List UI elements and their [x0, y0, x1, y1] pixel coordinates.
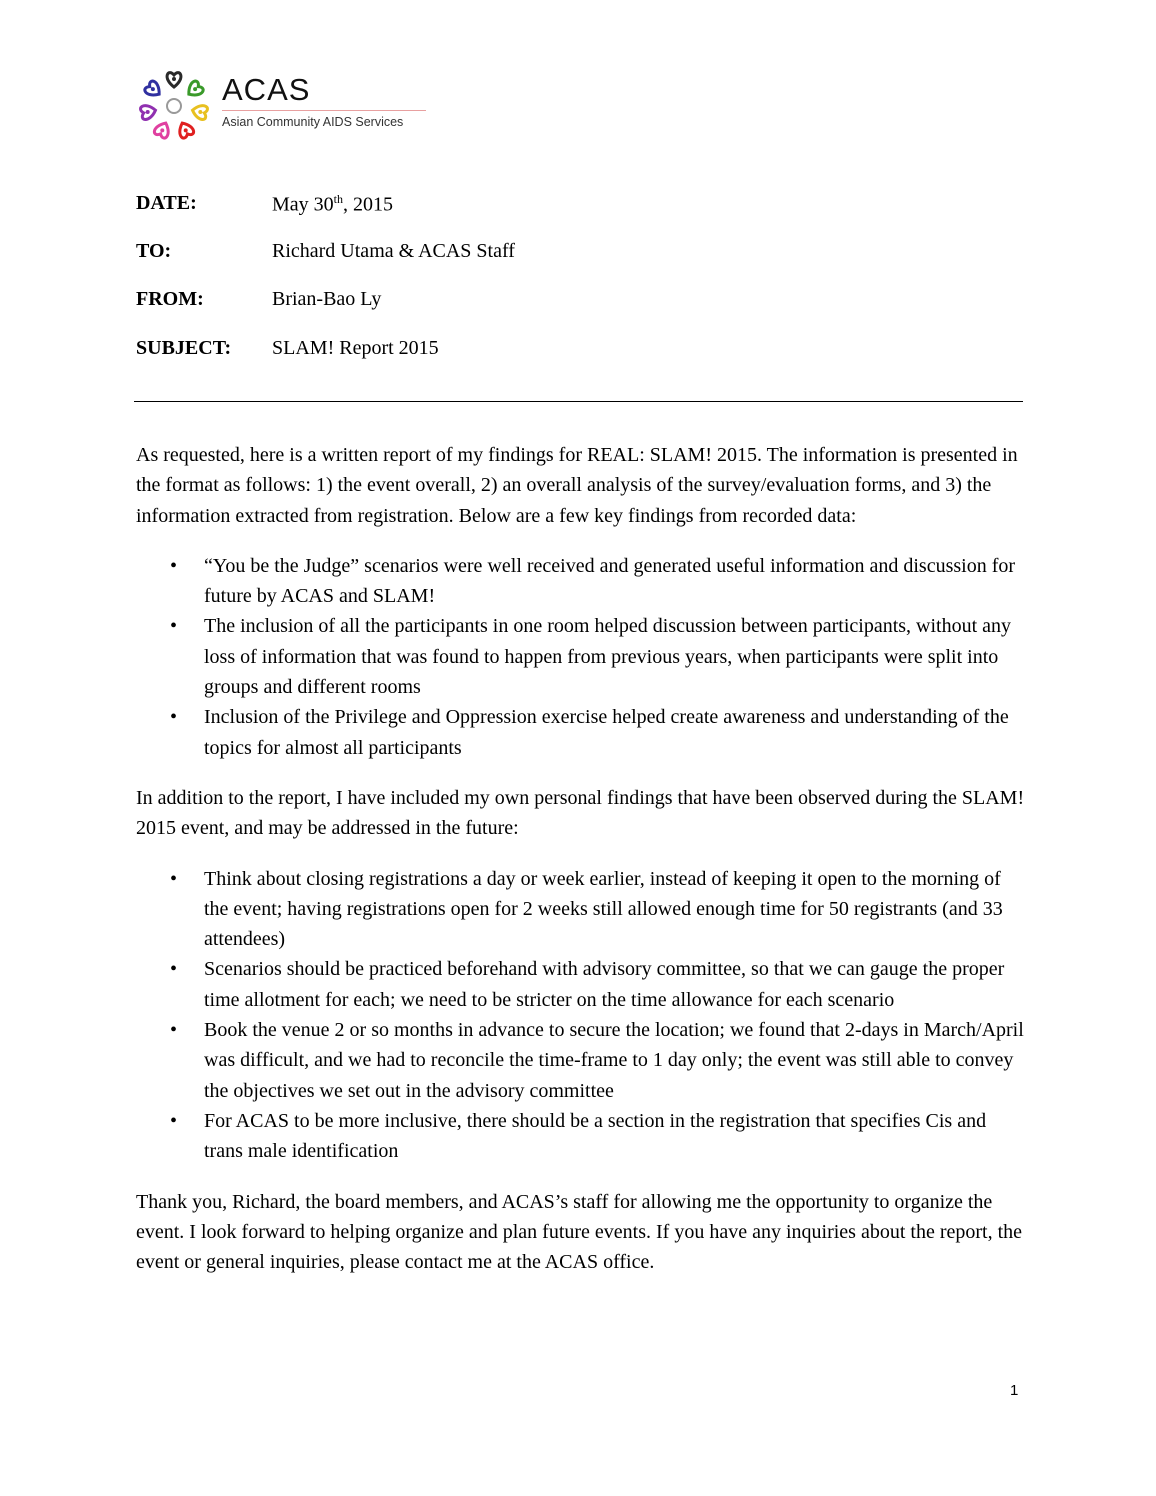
bullet-icon: • — [170, 867, 178, 890]
from-label: FROM: — [136, 288, 204, 310]
list-item — [136, 611, 1026, 702]
closing-paragraph: Thank you, Richard, the board members, and ACAS’s staff for allowing me the opportunity to organize the event. I look forward to helping organize and plan future events. If you have any inquiries about the report, the event or general inquiries, please contact me at the ACAS office. — [136, 1190, 1023, 1274]
to-label: TO: — [136, 240, 172, 262]
heart-dot — [198, 110, 202, 114]
date-value: May 30th, 2015 — [272, 192, 394, 216]
heart-dot — [172, 77, 176, 81]
memo-body — [136, 440, 1026, 1297]
intro-paragraph: As requested, here is a written report of my findings for REAL: SLAM! 2015. The information is presented in the format as follows: 1) the event overall, 2) an overall analysis of the survey/evaluation forms, and 3) the information extracted from registration. Below are a few key findings from recorded data: — [136, 444, 1018, 527]
date-label: DATE: — [136, 192, 197, 214]
list-item-text: Scenarios should be practiced beforehand with advisory committee, so that we can gauge the proper time allotment for each; we need to be stricter on the time allowance for each scenario — [204, 958, 1005, 1011]
bullet-icon: • — [170, 706, 178, 729]
heart-dot — [193, 87, 197, 91]
list-item — [136, 954, 1026, 1015]
page-number: 1 — [1010, 1382, 1019, 1399]
list-item — [136, 864, 1026, 955]
logo-divider — [222, 110, 426, 111]
list-item — [136, 702, 1026, 763]
list-item-text: The inclusion of all the participants in one room helped discussion between participants, without any loss of information that was found to happen from previous years, when participants were split into groups and different rooms — [204, 615, 1012, 699]
list-item-text: For ACAS to be more inclusive, there should be a section in the registration that specifies Cis and trans male identification — [204, 1109, 987, 1163]
heart-dot — [160, 128, 164, 132]
list-item — [136, 1015, 1026, 1106]
bullet-icon: • — [170, 1109, 178, 1132]
heart-dot — [146, 110, 150, 114]
list-item — [136, 1106, 1026, 1167]
logo-title: ACAS — [222, 72, 311, 107]
heart-dot — [184, 128, 188, 132]
bullet-icon: • — [170, 1019, 178, 1042]
bullet-icon: • — [170, 554, 178, 577]
subject-value: SLAM! Report 2015 — [272, 337, 439, 359]
from-value: Brian-Bao Ly — [272, 288, 382, 310]
list-item-text: Inclusion of the Privilege and Oppression exercise helped create awareness and understanding of the topics for almost all participants — [204, 706, 1009, 759]
to-value: Richard Utama & ACAS Staff — [272, 240, 515, 262]
key-findings-list — [136, 551, 1026, 763]
list-item-text: “You be the Judge” scenarios were well received and generated useful information and discussion for future by ACAS and SLAM! — [204, 554, 1016, 608]
bullet-icon: • — [170, 958, 178, 981]
personal-intro-paragraph: In addition to the report, I have included my own personal findings that have been observed during the SLAM! 2015 event, and may be addressed in the future: — [136, 786, 1025, 840]
bullet-icon: • — [170, 615, 178, 638]
personal-findings-list — [136, 864, 1026, 1167]
hearts-wreath-icon — [134, 66, 214, 146]
list-item — [136, 551, 1026, 612]
heart-dot — [151, 87, 155, 91]
logo-subtitle: Asian Community AIDS Services — [222, 115, 404, 129]
list-item-text: Think about closing registrations a day or week earlier, instead of keeping it open to the morning of the event; having registrations open for 2 weeks still allowed enough time for 50 registrants (and 33 attendees) — [204, 867, 1003, 951]
list-item-text: Book the venue 2 or so months in advance to secure the location; we found that 2-days in March/April was difficult, and we had to reconcile the time-frame to 1 day only; the event was still able to convey the objectives we set out in the advisory committee — [204, 1019, 1024, 1102]
header-divider — [134, 401, 1023, 402]
acas-logo — [134, 66, 434, 146]
subject-label: SUBJECT: — [136, 337, 232, 359]
